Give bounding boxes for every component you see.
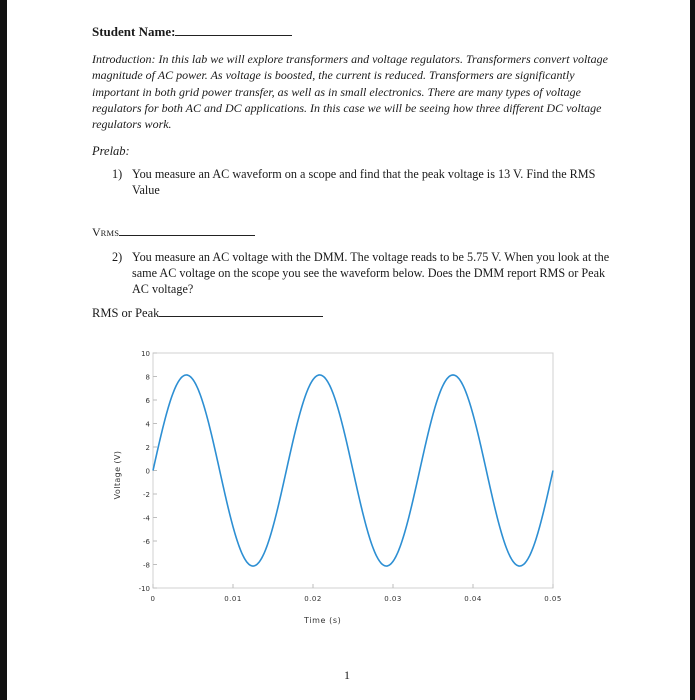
- x-axis-label: Time (s): [304, 616, 342, 625]
- x-tick-label: 0.03: [384, 595, 402, 603]
- y-tick-label: -2: [143, 491, 150, 499]
- x-tick-label: 0: [150, 595, 156, 603]
- vrms-blank[interactable]: [119, 224, 255, 236]
- student-name-blank[interactable]: [175, 24, 292, 36]
- prelab-label: Prelab:: [92, 144, 130, 158]
- y-axis-label: Voltage (V): [113, 450, 122, 500]
- x-axis-ticks: [151, 584, 562, 603]
- question-2-text: You measure an AC voltage with the DMM. The voltage reads to be 5.75 V. When you look at the same AC voltage on the scope you see the waveform below. Does the DMM report RMS or Peak AC voltage?: [132, 250, 610, 297]
- y-tick-label: 10: [141, 350, 150, 358]
- vrms-answer-line: [92, 224, 255, 241]
- question-2: [112, 249, 612, 298]
- y-tick-label: -4: [143, 514, 150, 523]
- question-1: [112, 166, 612, 198]
- right-border: [690, 0, 695, 700]
- voltage-series-line: [153, 375, 553, 566]
- x-tick-label: 0.02: [304, 595, 322, 603]
- question-1-text: You measure an AC waveform on a scope and find that the peak voltage is 13 V. Find the RMS Value: [132, 167, 596, 198]
- y-tick-label: 4: [145, 420, 150, 429]
- x-tick-label: 0.01: [224, 595, 242, 603]
- voltage-chart: [7, 340, 690, 630]
- y-tick-label: 8: [145, 373, 150, 382]
- rms-or-peak-label: RMS or Peak: [92, 306, 160, 320]
- left-border: [0, 0, 7, 700]
- y-tick-label: 6: [145, 397, 150, 405]
- student-name-line: [92, 24, 292, 40]
- page-number: 1: [344, 668, 350, 682]
- vrms-label: VRMS: [92, 225, 120, 239]
- rms-or-peak-line: [92, 305, 323, 321]
- student-name-label: Student Name:: [92, 24, 176, 39]
- question-2-number: 2): [112, 250, 123, 264]
- intro-paragraph: Introduction: In this lab we will explore transformers and voltage regulators. Transformers convert voltage magnitude of AC power. As voltage is boosted, the current is reduced. Transformers are significantly important in both grid power transfer, as well as in small electronics. There are many types of voltage regulators for both AC and DC applications. In this case we will be seeing how three different DC voltage regulators work.: [92, 52, 608, 132]
- x-tick-label: 0.04: [464, 595, 482, 603]
- y-tick-label: -10: [138, 585, 150, 593]
- y-tick-label: -8: [143, 561, 150, 570]
- question-1-number: 1): [112, 167, 123, 181]
- y-tick-label: 2: [145, 444, 150, 452]
- x-tick-label: 0.05: [544, 595, 562, 603]
- y-tick-label: 0: [145, 467, 150, 476]
- y-tick-label: -6: [143, 538, 150, 546]
- y-axis-ticks: [139, 350, 157, 593]
- rms-or-peak-blank[interactable]: [159, 305, 323, 317]
- document-page: [7, 0, 690, 700]
